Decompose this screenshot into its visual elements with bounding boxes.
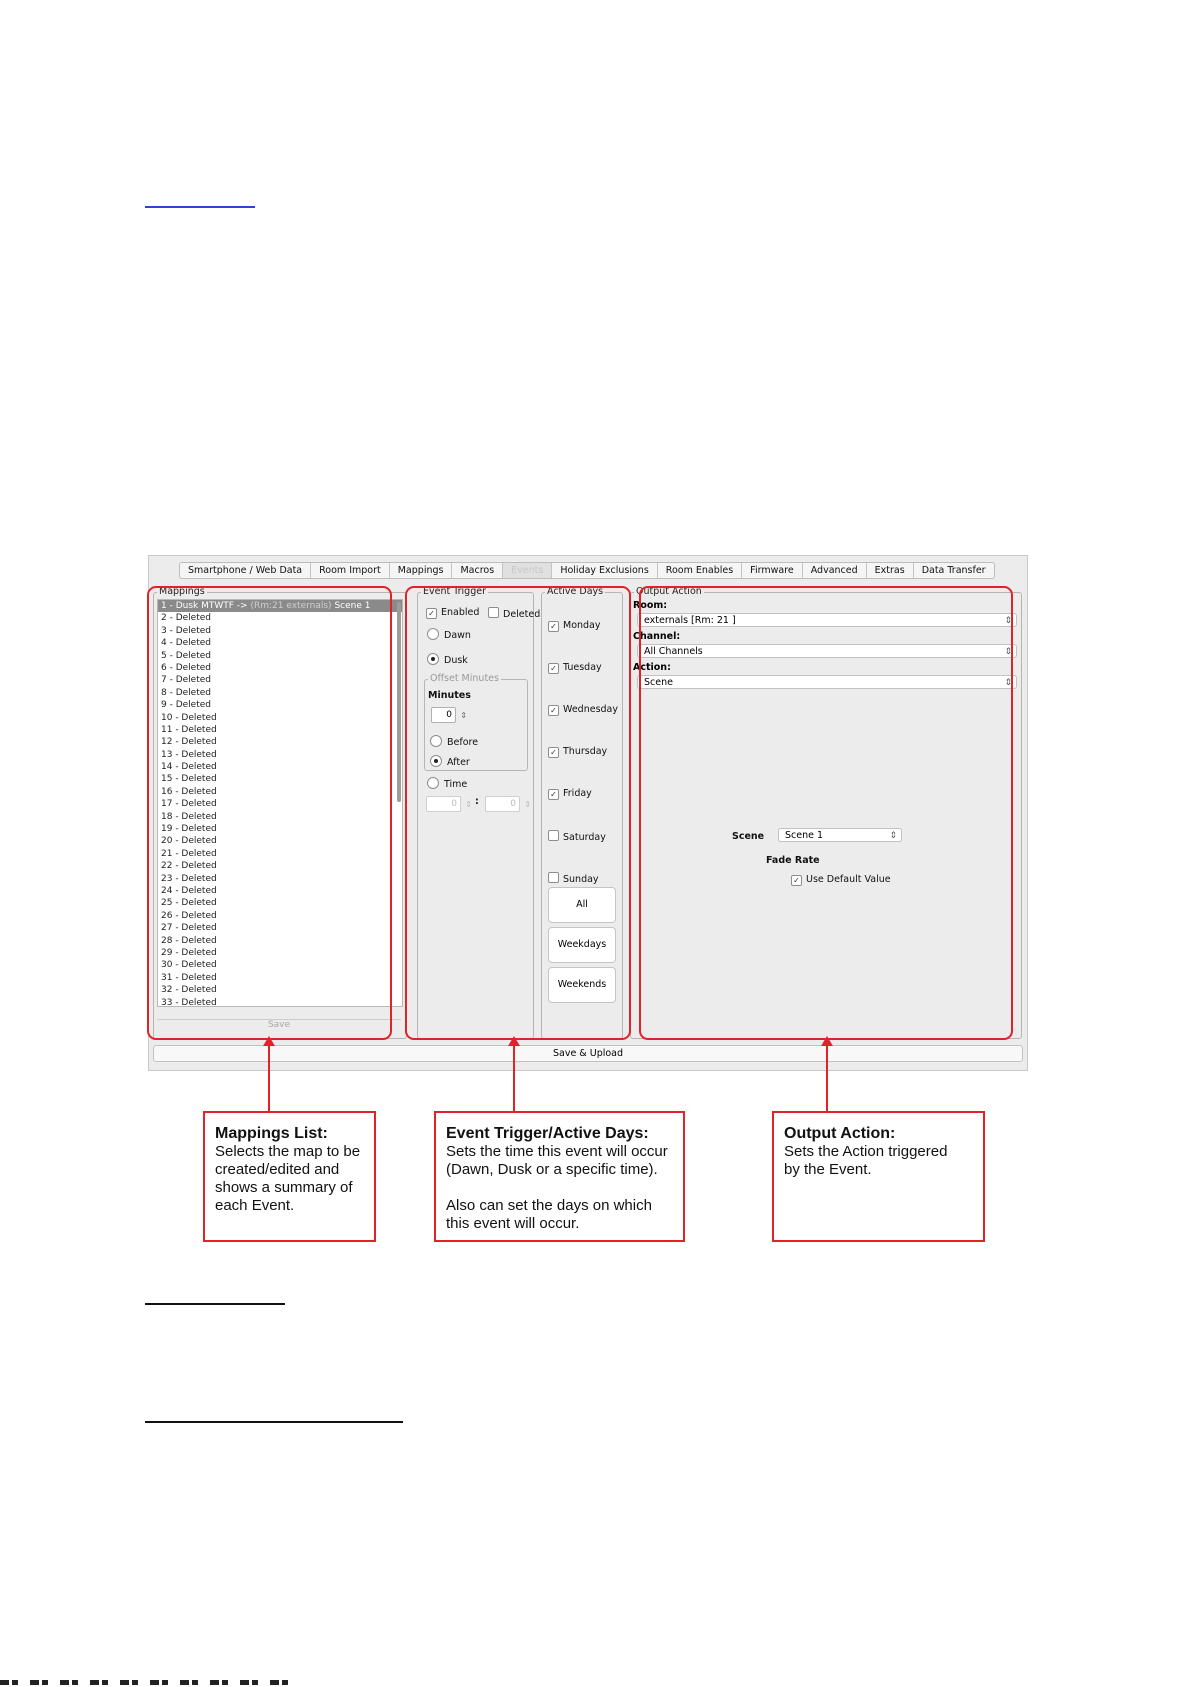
time-colon: : [475, 796, 479, 807]
channel-value: All Channels [644, 646, 703, 657]
enabled-label: Enabled [441, 607, 480, 618]
offset-minutes-title: Offset Minutes [430, 673, 499, 684]
select-arrows-icon: ⇕ [889, 831, 897, 841]
arrow-head-icon [263, 1036, 275, 1046]
select-arrows-icon: ⇕ [1004, 647, 1012, 657]
callout-event-trigger [434, 1111, 685, 1242]
arrow-head-icon [508, 1036, 520, 1046]
section-heading-underline [145, 1303, 285, 1305]
check-icon: ✓ [548, 705, 559, 716]
output-action-title: Output Action [636, 586, 702, 597]
list-item[interactable]: 5 - Deleted [161, 650, 211, 661]
callout-title: Output Action: [784, 1125, 896, 1142]
list-item[interactable]: 28 - Deleted [161, 935, 217, 946]
check-icon: ✓ [548, 663, 559, 674]
tab-macros[interactable]: Macros [452, 563, 503, 578]
list-item[interactable]: 30 - Deleted [161, 960, 217, 971]
save-button[interactable]: Save [157, 1019, 401, 1034]
arrow-line-mappings [268, 1043, 270, 1111]
callout-mappings-list [203, 1111, 376, 1242]
list-item[interactable]: 11 - Deleted [161, 724, 217, 735]
list-item[interactable]: 17 - Deleted [161, 799, 217, 810]
list-item[interactable]: 7 - Deleted [161, 675, 211, 686]
minutes-value: 0 [446, 710, 452, 720]
highlight-event-trigger [405, 586, 631, 1040]
check-icon: ✓ [548, 621, 559, 632]
stepper-icon: ⇕ [524, 800, 531, 809]
list-item[interactable]: 9 - Deleted [161, 700, 211, 711]
event-trigger-title: Event Trigger [423, 586, 486, 597]
select-arrows-icon: ⇕ [1004, 616, 1012, 626]
list-item[interactable]: 33 - Deleted [161, 997, 217, 1007]
list-item[interactable]: 20 - Deleted [161, 836, 217, 847]
action-value: Scene [644, 677, 673, 688]
list-item[interactable]: 14 - Deleted [161, 762, 217, 773]
list-item[interactable]: 18 - Deleted [161, 811, 217, 822]
day-label: Saturday [563, 832, 606, 843]
tab-room-enables[interactable]: Room Enables [658, 563, 742, 578]
minute-value: 0 [510, 799, 516, 809]
save-upload-button[interactable]: Save & Upload [153, 1045, 1023, 1062]
list-item[interactable]: 4 - Deleted [161, 638, 211, 649]
all-days-button[interactable]: All [548, 887, 616, 923]
list-item[interactable]: 10 - Deleted [161, 712, 217, 723]
list-item[interactable]: 16 - Deleted [161, 786, 217, 797]
after-label: After [447, 757, 470, 768]
dusk-label: Dusk [444, 655, 468, 666]
select-arrows-icon: ⇕ [1004, 678, 1012, 688]
check-icon: ✓ [791, 875, 802, 886]
weekends-button[interactable]: Weekends [548, 967, 616, 1003]
use-default-label: Use Default Value [806, 874, 891, 885]
list-scrollbar[interactable] [397, 602, 401, 802]
tab-firmware[interactable]: Firmware [742, 563, 803, 578]
arrow-line-event [513, 1043, 515, 1111]
arrow-line-output [826, 1043, 828, 1111]
mappings-title: Mappings [159, 586, 205, 597]
tab-smartphone-web-data[interactable]: Smartphone / Web Data [180, 563, 311, 578]
callout-body: Selects the map to be created/edited and shows a summary of each Event. [215, 1143, 361, 1214]
before-label: Before [447, 737, 479, 748]
selected-room: (Rm:21 externals) [250, 601, 332, 611]
room-label: Room: [633, 600, 668, 611]
highlight-mappings [147, 586, 392, 1040]
list-item[interactable]: 13 - Deleted [161, 749, 217, 760]
app-screenshot [148, 555, 1028, 1071]
fade-rate-label: Fade Rate [766, 855, 820, 866]
channel-label: Channel: [633, 631, 681, 642]
day-label: Thursday [563, 746, 608, 757]
tab-mappings[interactable]: Mappings [390, 563, 453, 578]
tab-extras[interactable]: Extras [867, 563, 914, 578]
list-item[interactable]: 25 - Deleted [161, 898, 217, 909]
callout-body: Sets the time this event will occur (Dawn, Dusk or a specific time). Also can set the days on which this event will occur. [446, 1143, 668, 1232]
callout-title: Mappings List: [215, 1125, 328, 1142]
list-item[interactable]: 27 - Deleted [161, 923, 217, 934]
list-item[interactable]: 23 - Deleted [161, 873, 217, 884]
selected-action: Scene 1 [334, 601, 371, 611]
weekdays-button[interactable]: Weekdays [548, 927, 616, 963]
list-item[interactable]: 22 - Deleted [161, 861, 217, 872]
deleted-label: Deleted [503, 609, 541, 620]
day-label: Tuesday [563, 662, 602, 673]
list-item[interactable]: 32 - Deleted [161, 985, 217, 996]
list-item[interactable]: 26 - Deleted [161, 910, 217, 921]
stepper-icon: ⇕ [465, 800, 472, 809]
stepper-icon: ⇕ [460, 711, 467, 720]
list-item[interactable]: 21 - Deleted [161, 848, 217, 859]
list-item[interactable]: 29 - Deleted [161, 947, 217, 958]
day-label: Wednesday [563, 704, 619, 715]
arrow-head-icon [821, 1036, 833, 1046]
minutes-label: Minutes [428, 690, 471, 701]
tab-room-import[interactable]: Room Import [311, 563, 390, 578]
list-item[interactable]: 15 - Deleted [161, 774, 217, 785]
action-label: Action: [633, 662, 671, 673]
list-item[interactable]: 12 - Deleted [161, 737, 217, 748]
list-item[interactable]: 6 - Deleted [161, 662, 211, 673]
room-value: externals [Rm: 21 ] [644, 615, 736, 626]
hour-value: 0 [451, 799, 457, 809]
list-item[interactable]: 8 - Deleted [161, 687, 211, 698]
callout-title: Event Trigger/Active Days: [446, 1125, 649, 1142]
tab-events[interactable]: Events [503, 563, 552, 578]
highlight-output-action [639, 586, 1013, 1040]
scene-value: Scene 1 [785, 830, 824, 841]
list-item[interactable]: 2 - Deleted [161, 613, 211, 624]
list-item[interactable]: 24 - Deleted [161, 885, 217, 896]
check-icon: ✓ [548, 789, 559, 800]
tab-holiday-exclusions[interactable]: Holiday Exclusions [552, 563, 657, 578]
check-icon: ✓ [548, 747, 559, 758]
day-label: Monday [563, 620, 601, 631]
callout-body: Sets the Action triggered by the Event. [784, 1143, 948, 1178]
section-heading-underline [145, 1421, 403, 1423]
tab-bar [179, 562, 995, 579]
scene-label: Scene [732, 831, 765, 842]
list-item[interactable]: 31 - Deleted [161, 972, 217, 983]
scan-artifact [0, 1680, 300, 1685]
callout-output-action [772, 1111, 985, 1242]
dawn-label: Dawn [444, 630, 471, 641]
time-label: Time [444, 779, 468, 790]
list-item[interactable]: 3 - Deleted [161, 625, 211, 636]
hyperlink-underline[interactable] [145, 206, 255, 208]
list-item[interactable]: 19 - Deleted [161, 824, 217, 835]
selected-prefix: 1 - Dusk MTWTF -> [161, 601, 248, 611]
active-days-title: Active Days [547, 586, 604, 597]
day-label: Sunday [563, 874, 599, 885]
day-label: Friday [563, 788, 592, 799]
tab-advanced[interactable]: Advanced [803, 563, 867, 578]
tab-data-transfer[interactable]: Data Transfer [921, 565, 986, 576]
check-icon: ✓ [426, 608, 437, 619]
